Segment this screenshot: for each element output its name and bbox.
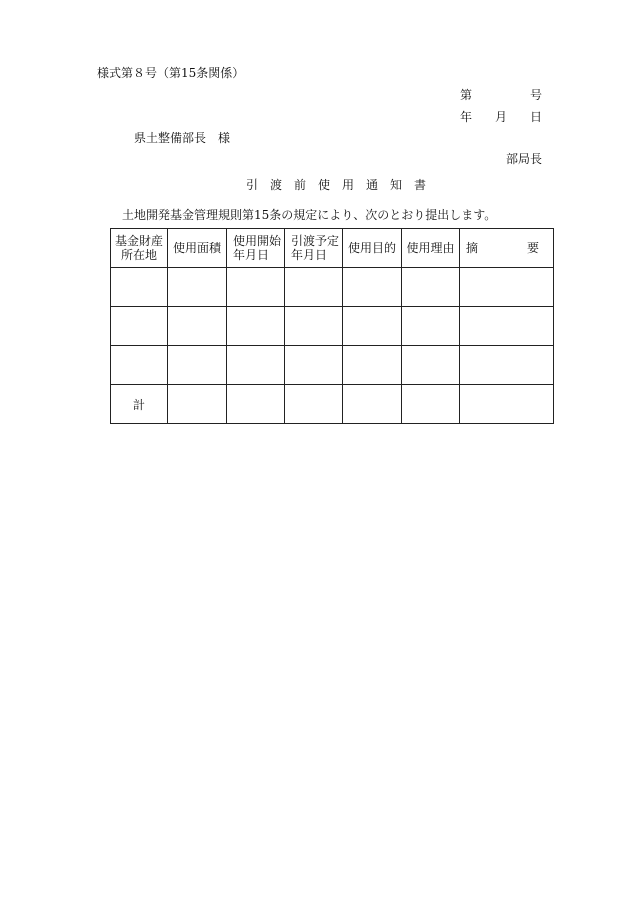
table-cell[interactable]	[343, 268, 402, 307]
header-purpose	[343, 229, 402, 268]
date-month-label: 月	[495, 110, 508, 124]
date-year-label: 年	[460, 110, 473, 124]
table-total-row	[111, 385, 554, 424]
table-cell[interactable]	[111, 268, 168, 307]
table-cell[interactable]	[227, 268, 285, 307]
header-line: 年月日	[233, 248, 270, 262]
table-cell[interactable]	[460, 307, 554, 346]
table-cell[interactable]	[460, 346, 554, 385]
table-cell[interactable]	[227, 385, 285, 424]
table-cell[interactable]	[402, 268, 460, 307]
sender: 部局長	[506, 152, 543, 166]
total-label: 計	[111, 385, 168, 424]
table-cell[interactable]	[402, 346, 460, 385]
remarks-label-part: 摘	[466, 241, 479, 255]
table-cell[interactable]	[168, 268, 227, 307]
header-line: 使用理由	[406, 241, 455, 255]
table-cell[interactable]	[460, 385, 554, 424]
table-cell[interactable]	[111, 346, 168, 385]
table-cell[interactable]	[227, 307, 285, 346]
table-cell[interactable]	[285, 307, 343, 346]
header-line: 年月日	[291, 248, 328, 262]
table-cell[interactable]	[168, 346, 227, 385]
table-header-row	[111, 229, 554, 268]
table-row	[111, 346, 554, 385]
header-remarks	[460, 229, 554, 268]
header-line: 基金財産	[114, 234, 163, 248]
table-cell[interactable]	[285, 346, 343, 385]
header-line: 使用面積	[172, 241, 221, 255]
table-cell[interactable]	[285, 268, 343, 307]
table-row	[111, 307, 554, 346]
table-cell[interactable]	[343, 346, 402, 385]
table-cell[interactable]	[460, 268, 554, 307]
header-line: 所在地	[120, 248, 157, 262]
header-line: 引渡予定	[291, 234, 340, 248]
table-cell[interactable]	[111, 307, 168, 346]
header-reason	[402, 229, 460, 268]
usage-table	[110, 228, 554, 424]
table-cell[interactable]	[168, 307, 227, 346]
table-cell[interactable]	[227, 346, 285, 385]
form-number: 様式第８号（第15条関係）	[97, 66, 245, 80]
remarks-label	[460, 241, 553, 255]
table-cell[interactable]	[343, 307, 402, 346]
table-cell[interactable]	[402, 385, 460, 424]
table-cell[interactable]	[285, 385, 343, 424]
header-line: 使用開始	[233, 234, 282, 248]
remarks-label-part: 要	[526, 241, 539, 255]
document-title: 引 渡 前 使 用 通 知 書	[246, 178, 427, 192]
header-handover-date	[285, 229, 343, 268]
table-cell[interactable]	[343, 385, 402, 424]
header-start-date	[227, 229, 285, 268]
table-cell[interactable]	[168, 385, 227, 424]
date-day-label: 日	[530, 110, 543, 124]
document-number-suffix: 号	[530, 88, 543, 102]
table-row	[111, 268, 554, 307]
addressee: 県土整備部長 様	[134, 131, 231, 145]
table-cell[interactable]	[402, 307, 460, 346]
header-property-location	[111, 229, 168, 268]
header-line: 使用目的	[347, 241, 396, 255]
intro-text: 土地開発基金管理規則第15条の規定により、次のとおり提出します。	[122, 208, 497, 222]
header-area	[168, 229, 227, 268]
document-number-prefix: 第	[460, 88, 473, 102]
